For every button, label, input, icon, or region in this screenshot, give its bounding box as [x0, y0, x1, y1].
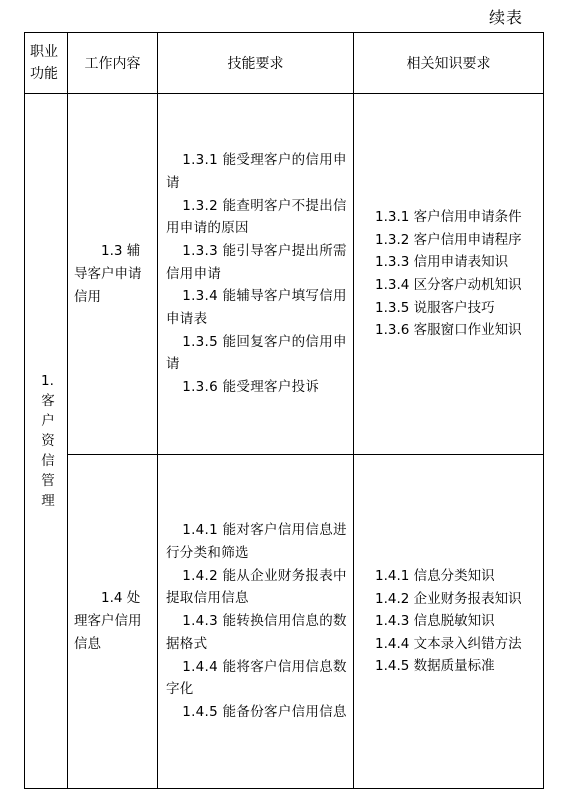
knowledge-item: 1.3.3 信用申请表知识	[375, 254, 509, 271]
skill-item: 1.3.5 能回复客户的信用申请	[166, 333, 347, 373]
knowledge-item: 1.3.2 客户信用申请程序	[375, 231, 522, 248]
skill-item: 1.4.3 能转换信用信息的数据格式	[166, 613, 347, 652]
knowledge-item: 1.4.2 企业财务报表知识	[375, 590, 522, 607]
content-cell	[68, 455, 158, 789]
content-text: 1.4 处理客户信用信息	[74, 590, 142, 652]
skill-item: 1.4.5 能备份客户信用信息	[182, 703, 347, 720]
header-skills: 技能要求	[158, 33, 354, 94]
knowledge-item: 1.4.3 信息脱敏知识	[375, 613, 495, 630]
knowledge-item: 1.3.6 客服窗口作业知识	[375, 322, 522, 339]
content-text: 1.3 辅导客户申请信用	[74, 242, 142, 305]
skill-item: 1.3.4 能辅导客户填写信用申请表	[166, 288, 347, 328]
occupational-standard-table	[24, 32, 544, 789]
table-row	[25, 455, 544, 789]
skill-item: 1.3.3 能引导客户提出所需信用申请	[166, 242, 347, 282]
skill-item: 1.4.1 能对客户信用信息进行分类和筛选	[166, 522, 347, 562]
function-number: 1.	[41, 372, 54, 389]
continued-label: 续表	[489, 8, 524, 27]
knowledge-cell	[354, 455, 544, 789]
header-function: 职业功能	[25, 33, 68, 94]
skill-item: 1.3.6 能受理客户投诉	[182, 379, 320, 396]
knowledge-item: 1.4.4 文本录入纠错方法	[375, 635, 522, 652]
skill-item: 1.4.2 能从企业财务报表中提取信用信息	[166, 567, 347, 607]
table-row	[25, 94, 544, 455]
knowledge-item: 1.4.5 数据质量标准	[375, 658, 495, 675]
header-content: 工作内容	[68, 33, 158, 94]
header-row	[25, 33, 544, 94]
knowledge-item: 1.3.1 客户信用申请条件	[375, 209, 522, 226]
header-knowledge: 相关知识要求	[354, 33, 544, 94]
skills-cell	[158, 94, 354, 455]
function-cell	[25, 94, 68, 789]
knowledge-item: 1.3.4 区分客户动机知识	[375, 277, 522, 293]
skill-item: 1.3.2 能查明客户不提出信用申请的原因	[166, 197, 347, 237]
knowledge-item: 1.3.5 说服客户技巧	[375, 299, 495, 316]
content-cell	[68, 94, 158, 455]
skill-item: 1.3.1 能受理客户的信用申请	[166, 152, 347, 191]
function-name: 客户资信管理	[41, 392, 55, 509]
skill-item: 1.4.4 能将客户信用信息数字化	[166, 658, 347, 698]
skills-cell	[158, 455, 354, 789]
knowledge-item: 1.4.1 信息分类知识	[375, 568, 495, 585]
knowledge-cell	[354, 94, 544, 455]
